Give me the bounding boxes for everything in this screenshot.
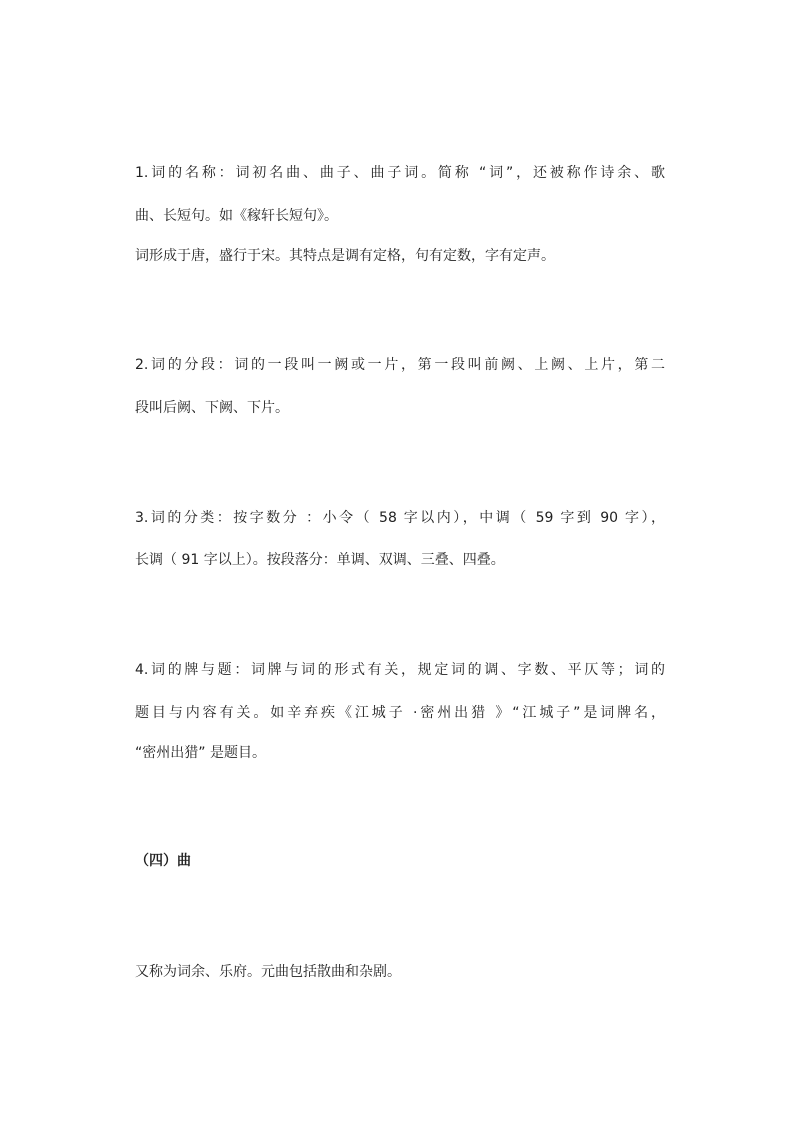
section-2-line-1: 2.词的分段：词的一段叫一阙或一片，第一段叫前阙、上阙、上片，第二	[135, 357, 665, 373]
section-3-line-2: 长调（ 91 字以上）。按段落分：单调、双调、三叠、四叠。	[135, 552, 505, 568]
section-1-line-2: 曲、长短句。如《稼轩长短句》。	[135, 208, 338, 224]
section-1-line-3: 词形成于唐，盛行于宋。其特点是调有定格，句有定数，字有定声。	[135, 248, 555, 264]
closing-line: 又称为词余、乐府。元曲包括散曲和杂剧。	[135, 964, 401, 980]
section-4-line-3: “密州出猎” 是题目。	[135, 745, 266, 761]
section-4-line-1: 4.词的牌与题：词牌与词的形式有关，规定词的调、字数、平仄等；词的	[135, 662, 665, 678]
section-1-line-1: 1.词的名称：词初名曲、曲子、曲子词。简称 “词”，还被称作诗余、歌	[135, 165, 665, 181]
section-heading: （四）曲	[135, 853, 191, 869]
section-2-line-2: 段叫后阙、下阙、下片。	[135, 400, 289, 416]
section-3-line-1: 3.词的分类：按字数分 ：小令（ 58 字以内），中调（ 59 字到 90 字），	[135, 510, 665, 526]
section-4-line-2: 题目与内容有关。如辛弃疾《江城子 ·密州出猎 》“江城子”是词牌名，	[135, 705, 665, 721]
